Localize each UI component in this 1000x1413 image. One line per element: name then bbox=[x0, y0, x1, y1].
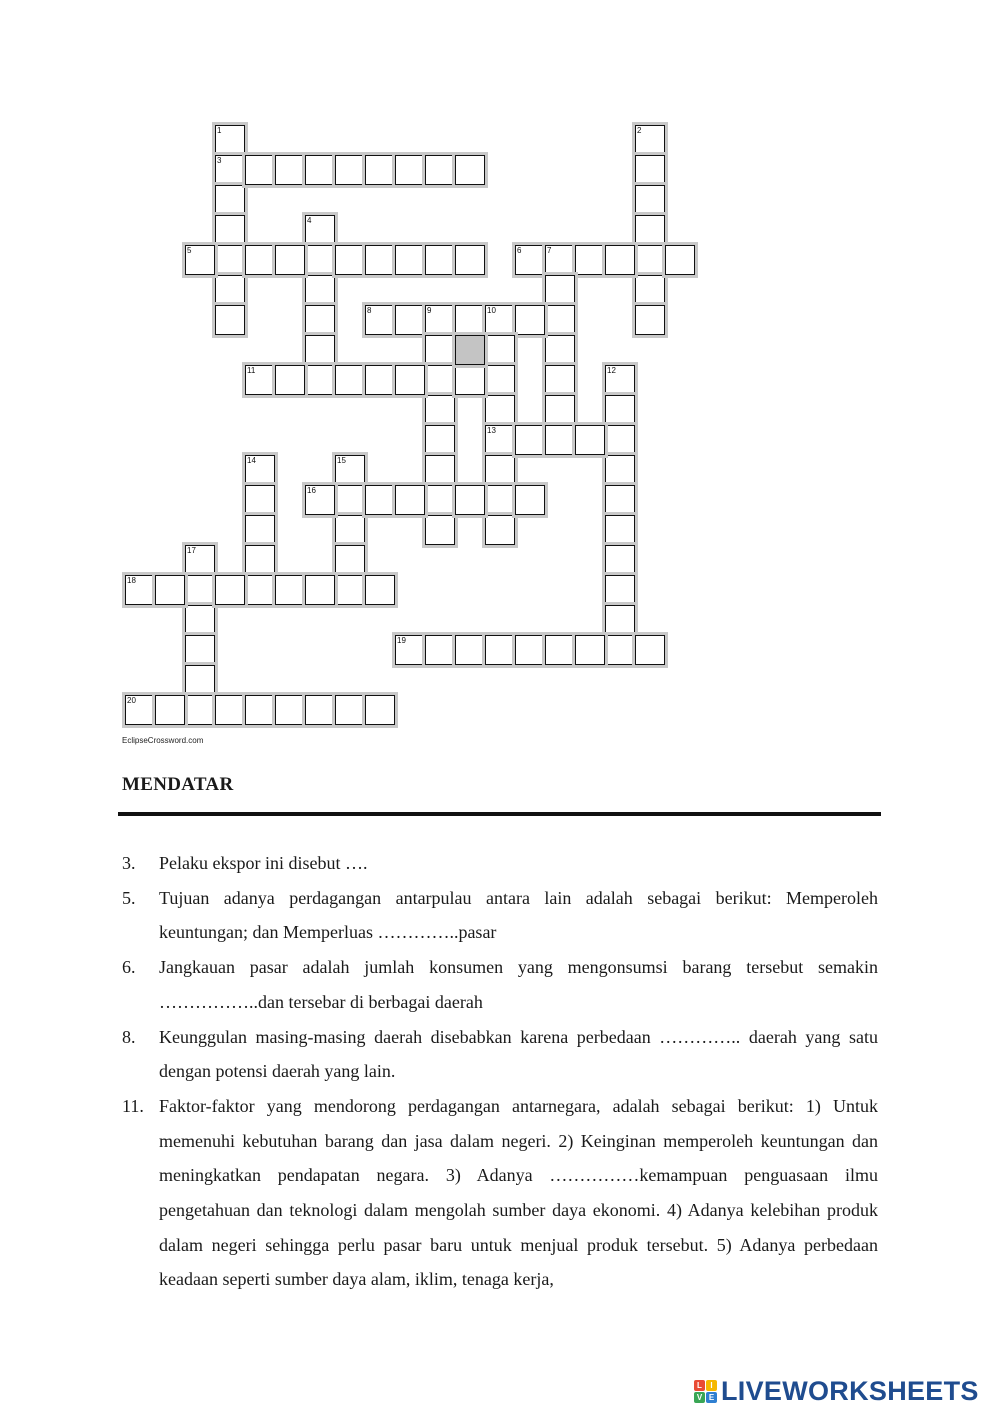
clue-number: 5. bbox=[122, 887, 136, 908]
crossword-cell[interactable] bbox=[425, 425, 455, 455]
crossword-cell[interactable] bbox=[185, 695, 215, 725]
crossword-cell[interactable] bbox=[425, 635, 455, 665]
clue-text: Pelaku ekspor ini disebut …. bbox=[159, 853, 368, 873]
crossword-cell[interactable] bbox=[575, 425, 605, 455]
crossword-cell[interactable] bbox=[365, 575, 395, 605]
liveworksheets-wordmark: LIVEWORKSHEETS bbox=[721, 1375, 979, 1406]
crossword-cell[interactable] bbox=[545, 635, 575, 665]
crossword-cell[interactable] bbox=[545, 335, 575, 365]
clue-text: Jangkauan pasar adalah jumlah konsumen yang mengonsumsi barang tersebut semakin ……………..dan tersebar di berbagai daerah bbox=[159, 957, 878, 1012]
crossword-cell[interactable] bbox=[575, 245, 605, 275]
crossword-cell[interactable] bbox=[245, 155, 275, 185]
clue-number-label: 12 bbox=[607, 366, 616, 375]
crossword-cell[interactable] bbox=[455, 305, 485, 335]
crossword-cell[interactable] bbox=[635, 215, 665, 245]
crossword-cell[interactable] bbox=[335, 245, 365, 275]
logo-letter-v: V bbox=[694, 1392, 705, 1403]
crossword-cell[interactable] bbox=[215, 155, 245, 185]
liveworksheets-icon bbox=[694, 1380, 717, 1403]
crossword-cell[interactable] bbox=[575, 635, 605, 665]
crossword-cell[interactable] bbox=[545, 305, 575, 335]
clue-number-label: 20 bbox=[127, 696, 136, 705]
crossword-cell[interactable] bbox=[635, 305, 665, 335]
heading-divider bbox=[118, 812, 881, 816]
crossword-cell[interactable] bbox=[335, 695, 365, 725]
crossword-cell[interactable] bbox=[515, 485, 545, 515]
crossword-cell[interactable] bbox=[545, 245, 575, 275]
crossword-cell[interactable] bbox=[305, 695, 335, 725]
crossword-cell[interactable] bbox=[365, 305, 395, 335]
clue-number-label: 5 bbox=[187, 246, 192, 255]
clue-number-label: 16 bbox=[307, 486, 316, 495]
crossword-cell[interactable] bbox=[515, 245, 545, 275]
crossword-cell[interactable] bbox=[395, 635, 425, 665]
crossword-cell[interactable] bbox=[605, 545, 635, 575]
crossword-cell[interactable] bbox=[125, 695, 155, 725]
crossword-cell[interactable] bbox=[305, 575, 335, 605]
crossword-cell[interactable] bbox=[275, 365, 305, 395]
crossword-cell[interactable] bbox=[515, 635, 545, 665]
clue-number-label: 13 bbox=[487, 426, 496, 435]
clue-number-label: 6 bbox=[517, 246, 522, 255]
crossword-cell[interactable] bbox=[305, 485, 335, 515]
crossword-cell[interactable] bbox=[275, 155, 305, 185]
clue-number: 11. bbox=[122, 1095, 144, 1116]
crossword-cell[interactable] bbox=[485, 485, 515, 515]
crossword-cell[interactable] bbox=[245, 365, 275, 395]
crossword-cell[interactable] bbox=[215, 695, 245, 725]
section-heading: MENDATAR bbox=[122, 774, 234, 795]
crossword-cell[interactable] bbox=[335, 485, 365, 515]
crossword-cell[interactable] bbox=[605, 425, 635, 455]
crossword-cell[interactable] bbox=[485, 515, 515, 545]
crossword-cell[interactable] bbox=[335, 365, 365, 395]
crossword-cell[interactable] bbox=[665, 245, 695, 275]
crossword-cell[interactable] bbox=[515, 305, 545, 335]
clue-item bbox=[122, 1089, 878, 1297]
crossword-cell[interactable] bbox=[155, 695, 185, 725]
crossword-cell[interactable] bbox=[155, 575, 185, 605]
crossword-cell[interactable] bbox=[215, 275, 245, 305]
crossword-cell[interactable] bbox=[365, 365, 395, 395]
crossword-cell[interactable] bbox=[605, 575, 635, 605]
clue-item bbox=[122, 881, 878, 950]
crossword-cell[interactable] bbox=[245, 455, 275, 485]
crossword-cell[interactable] bbox=[215, 185, 245, 215]
crossword-cell[interactable] bbox=[515, 425, 545, 455]
clue-number-label: 4 bbox=[307, 216, 312, 225]
liveworksheets-logo bbox=[694, 1376, 979, 1406]
crossword-cell[interactable] bbox=[425, 515, 455, 545]
clue-number-label: 14 bbox=[247, 456, 256, 465]
crossword-cell[interactable] bbox=[485, 305, 515, 335]
crossword-cell[interactable] bbox=[455, 365, 485, 395]
clue-list bbox=[122, 846, 878, 1297]
crossword-cell[interactable] bbox=[635, 635, 665, 665]
crossword-cell[interactable] bbox=[185, 605, 215, 635]
crossword-cell[interactable] bbox=[365, 485, 395, 515]
crossword-cell[interactable] bbox=[635, 125, 665, 155]
crossword-block-cell bbox=[455, 335, 485, 365]
crossword-cell[interactable] bbox=[635, 275, 665, 305]
crossword-cell[interactable] bbox=[185, 575, 215, 605]
crossword-cell[interactable] bbox=[635, 245, 665, 275]
crossword-cell[interactable] bbox=[275, 575, 305, 605]
crossword-cell[interactable] bbox=[305, 335, 335, 365]
crossword-cell[interactable] bbox=[395, 305, 425, 335]
crossword-cell[interactable] bbox=[215, 575, 245, 605]
crossword-cell[interactable] bbox=[425, 155, 455, 185]
clue-number: 6. bbox=[122, 957, 136, 978]
clue-number: 3. bbox=[122, 853, 136, 873]
crossword-cell[interactable] bbox=[245, 485, 275, 515]
logo-letter-e: E bbox=[706, 1392, 717, 1403]
clue-number-label: 2 bbox=[637, 126, 642, 135]
crossword-cell[interactable] bbox=[425, 395, 455, 425]
crossword-cell[interactable] bbox=[635, 185, 665, 215]
crossword-cell[interactable] bbox=[485, 395, 515, 425]
crossword-cell[interactable] bbox=[545, 425, 575, 455]
crossword-cell[interactable] bbox=[215, 215, 245, 245]
clue-number-label: 15 bbox=[337, 456, 346, 465]
crossword-cell[interactable] bbox=[245, 575, 275, 605]
crossword-cell[interactable] bbox=[335, 455, 365, 485]
crossword-cell[interactable] bbox=[455, 245, 485, 275]
crossword-cell[interactable] bbox=[365, 155, 395, 185]
crossword-cell[interactable] bbox=[215, 125, 245, 155]
crossword-cell[interactable] bbox=[605, 365, 635, 395]
crossword-cell[interactable] bbox=[275, 245, 305, 275]
clue-text: Keunggulan masing-masing daerah disebabkan karena perbedaan ………….. daerah yang satu dengan potensi daerah yang lain. bbox=[159, 1026, 878, 1082]
crossword-cell[interactable] bbox=[335, 575, 365, 605]
crossword-cell[interactable] bbox=[245, 545, 275, 575]
crossword-cell[interactable] bbox=[545, 395, 575, 425]
crossword-cell[interactable] bbox=[425, 485, 455, 515]
clue-number-label: 8 bbox=[367, 306, 372, 315]
crossword-cell[interactable] bbox=[605, 515, 635, 545]
clue-number-label: 3 bbox=[217, 156, 222, 165]
crossword-cell[interactable] bbox=[395, 485, 425, 515]
crossword-cell[interactable] bbox=[185, 665, 215, 695]
crossword-cell[interactable] bbox=[455, 635, 485, 665]
clue-number-label: 1 bbox=[217, 126, 222, 135]
crossword-cell[interactable] bbox=[125, 575, 155, 605]
crossword-cell[interactable] bbox=[425, 335, 455, 365]
crossword-cell[interactable] bbox=[485, 335, 515, 365]
clue-number: 8. bbox=[122, 1026, 136, 1047]
crossword-cell[interactable] bbox=[455, 485, 485, 515]
crossword-cell[interactable] bbox=[185, 245, 215, 275]
clue-number-label: 18 bbox=[127, 576, 136, 585]
crossword-cell[interactable] bbox=[305, 365, 335, 395]
clue-number-label: 17 bbox=[187, 546, 196, 555]
crossword-cell[interactable] bbox=[185, 545, 215, 575]
clue-item bbox=[122, 846, 878, 881]
crossword-cell[interactable] bbox=[605, 605, 635, 635]
crossword-cell[interactable] bbox=[335, 545, 365, 575]
clue-item bbox=[122, 950, 878, 1019]
source-watermark: EclipseCrossword.com bbox=[122, 736, 204, 745]
crossword-cell[interactable] bbox=[545, 365, 575, 395]
clue-number-label: 7 bbox=[547, 246, 552, 255]
crossword-cell[interactable] bbox=[275, 695, 305, 725]
crossword-cell[interactable] bbox=[485, 455, 515, 485]
clue-number-label: 19 bbox=[397, 636, 406, 645]
crossword-cell[interactable] bbox=[365, 695, 395, 725]
crossword-cell[interactable] bbox=[455, 155, 485, 185]
clue-item bbox=[122, 1020, 878, 1089]
crossword-cell[interactable] bbox=[305, 275, 335, 305]
crossword-cell[interactable] bbox=[305, 305, 335, 335]
crossword-cell[interactable] bbox=[365, 245, 395, 275]
crossword-cell[interactable] bbox=[335, 515, 365, 545]
crossword-cell[interactable] bbox=[605, 245, 635, 275]
crossword-cell[interactable] bbox=[485, 635, 515, 665]
crossword-cell[interactable] bbox=[245, 245, 275, 275]
crossword-cell[interactable] bbox=[605, 395, 635, 425]
crossword-cell[interactable] bbox=[395, 245, 425, 275]
crossword-cell[interactable] bbox=[245, 515, 275, 545]
crossword-cell[interactable] bbox=[425, 365, 455, 395]
logo-letter-l: L bbox=[694, 1380, 705, 1391]
crossword-cell[interactable] bbox=[425, 455, 455, 485]
crossword-cell[interactable] bbox=[605, 485, 635, 515]
logo-letter-i: I bbox=[706, 1380, 717, 1391]
crossword-cell[interactable] bbox=[395, 155, 425, 185]
crossword-cell[interactable] bbox=[215, 245, 245, 275]
crossword-cell[interactable] bbox=[185, 635, 215, 665]
crossword-cell[interactable] bbox=[605, 455, 635, 485]
crossword-cell[interactable] bbox=[335, 155, 365, 185]
clue-number-label: 10 bbox=[487, 306, 496, 315]
clue-text: Faktor-faktor yang mendorong perdagangan antarnegara, adalah sebagai berikut: 1) Untuk memenuhi kebutuhan barang dan jasa dalam negeri. 2) Keinginan memperoleh keuntungan dan meningkatkan pendapatan negara. 3) Adanya ……………kemampuan penguasaan ilmu pengetahuan dan teknologi dalam mengolah sumber daya ekonomi. 4) Adanya kelebihan produk dalam negeri sehingga perlu pasar baru untuk menjual produk tersebut. 5) Adanya perbedaan keadaan seperti sumber daya alam, iklim, tenaga kerja, bbox=[159, 1095, 878, 1290]
crossword-cell[interactable] bbox=[425, 305, 455, 335]
crossword-cell[interactable] bbox=[485, 425, 515, 455]
clue-number-label: 11 bbox=[247, 366, 256, 375]
crossword-cell[interactable] bbox=[395, 365, 425, 395]
crossword-cell[interactable] bbox=[485, 365, 515, 395]
clue-text: Tujuan adanya perdagangan antarpulau antara lain adalah sebagai berikut: Memperoleh keuntungan; dan Memperluas …………..pasar bbox=[159, 887, 878, 943]
crossword-cell[interactable] bbox=[635, 155, 665, 185]
crossword-cell[interactable] bbox=[245, 695, 275, 725]
crossword-cell[interactable] bbox=[305, 215, 335, 245]
clue-number-label: 9 bbox=[427, 306, 432, 315]
crossword-cell[interactable] bbox=[305, 245, 335, 275]
crossword-cell[interactable] bbox=[425, 245, 455, 275]
crossword-cell[interactable] bbox=[605, 635, 635, 665]
crossword-cell[interactable] bbox=[215, 305, 245, 335]
crossword-cell[interactable] bbox=[305, 155, 335, 185]
crossword-cell[interactable] bbox=[545, 275, 575, 305]
